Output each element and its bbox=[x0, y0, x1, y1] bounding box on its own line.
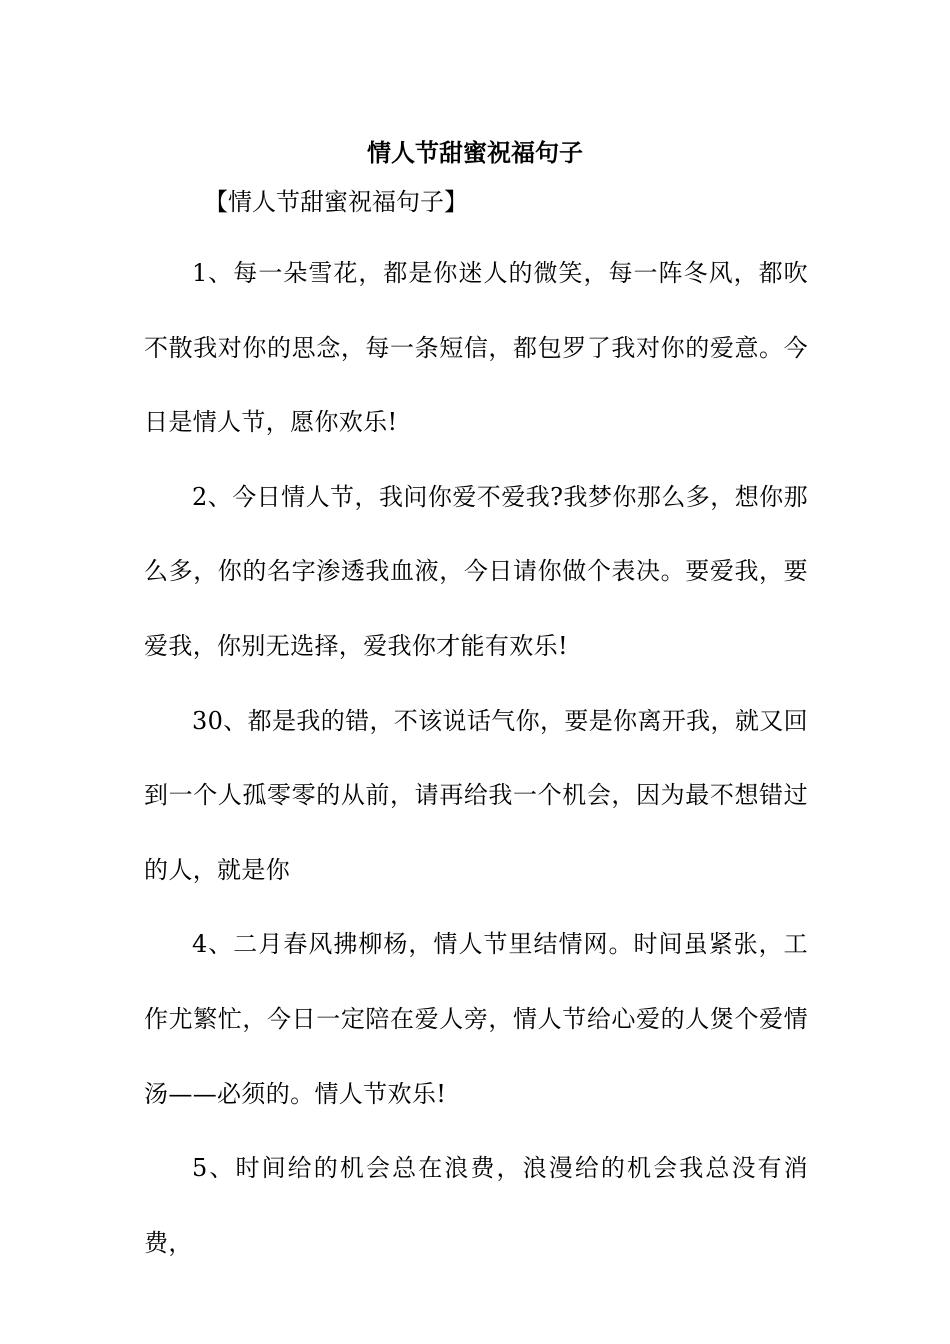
paragraph-1: 1、每一朵雪花，都是你迷人的微笑，每一阵冬风，都吹不散我对你的思念，每一条短信，都包罗了我对你的爱意。今日是情人节，愿你欢乐! bbox=[144, 259, 808, 437]
paragraph-5: 5、时间给的机会总在浪费，浪漫给的机会我总没有消费， bbox=[144, 1154, 808, 1257]
paragraph-2: 2、今日情人节，我问你爱不爱我?我梦你那么多，想你那么多，你的名字渗透我血液，今日请你做个表决。要爱我，要爱我，你别无选择，爱我你才能有欢乐! bbox=[144, 482, 808, 660]
document-body bbox=[144, 236, 808, 1280]
document-title: 情人节甜蜜祝福句子 bbox=[367, 138, 583, 167]
paragraph-3: 30、都是我的错，不该说话气你，要是你离开我，就又回到一个人孤零零的从前，请再给我一个机会，因为最不想错过的人，就是你 bbox=[144, 706, 808, 884]
paragraph-4: 4、二月春风拂柳杨，情人节里结情网。时间虽紧张，工作尤繁忙，今日一定陪在爱人旁，情人节给心爱的人煲个爱情汤——必须的。情人节欢乐! bbox=[144, 930, 808, 1108]
document-subtitle: 【情人节甜蜜祝福句子】 bbox=[204, 188, 468, 216]
